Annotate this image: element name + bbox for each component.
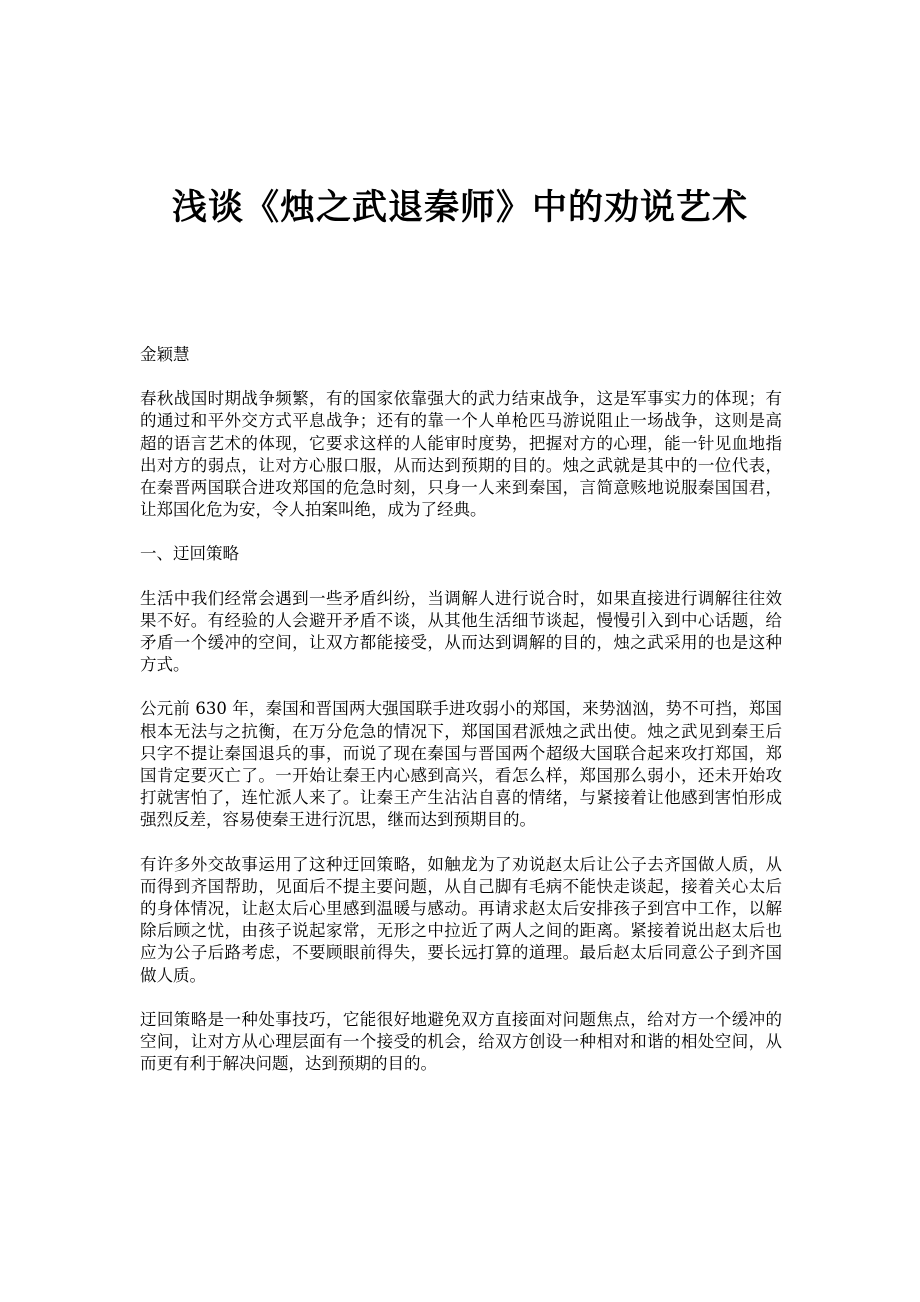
paragraph: 有许多外交故事运用了这种迂回策略，如触龙为了劝说赵太后让公子去齐国做人质，从而得到齐国帮助，见面后不提主要问题，从自己脚有毛病不能快走谈起，接着关心太后的身体情况，让赵太后心里感到温暖与感动。再请求赵太后安排孩子到宫中工作，以解除后顾之忧，由孩子说起家常，无形之中拉近了两人之间的距离。紧接着说出赵太后也应为公子后路考虑，不要顾眼前得失，要长远打算的道理。最后赵太后同意公子到齐国做人质。: [140, 854, 782, 985]
document-body: [140, 344, 782, 1097]
paragraph: 迂回策略是一种处事技巧，它能很好地避免双方直接面对问题焦点，给对方一个缓冲的空间，让对方从心理层面有一个接受的机会，给双方创设一种相对和谐的相处空间，从而更有利于解决问题，达到预期的目的。: [140, 1009, 782, 1074]
document-title: 浅谈《烛之武退秦师》中的劝说艺术: [171, 188, 748, 228]
paragraph: 公元前 630 年，秦国和晋国两大强国联手进攻弱小的郑国，来势汹汹，势不可挡，郑国根本无法与之抗衡，在万分危急的情况下，郑国国君派烛之武出使。烛之武见到秦王后只字不提让秦国退兵的事，而说了现在秦国与晋国两个超级大国联合起来攻打郑国，郑国肯定要灭亡了。一开始让秦王内心感到高兴，看怎么样，郑国那么弱小，还未开始攻打就害怕了，连忙派人来了。让秦王产生沾沾自喜的情绪，与紧接着让他感到害怕形成强烈反差，容易使秦王进行沉思，继而达到预期目的。: [140, 699, 782, 830]
section-heading: 一、迂回策略: [140, 544, 239, 564]
author-name: 金颖慧: [140, 345, 190, 364]
paragraph: 生活中我们经常会遇到一些矛盾纠纷，当调解人进行说合时，如果直接进行调解往往效果不好。有经验的人会避开矛盾不谈，从其他生活细节谈起，慢慢引入到中心话题，给矛盾一个缓冲的空间，让双方都能接受，从而达到调解的目的，烛之武采用的也是这种方式。: [140, 588, 782, 675]
paragraph-intro: 春秋战国时期战争频繁，有的国家依靠强大的武力结束战争，这是军事实力的体现；有的通过和平外交方式平息战争；还有的靠一个人单枪匹马游说阻止一场战争，这则是高超的语言艺术的体现，它要求这样的人能审时度势，把握对方的心理，能一针见血地指出对方的弱点，让对方心服口服，从而达到预期的目的。烛之武就是其中的一位代表，在秦晋两国联合进攻郑国的危急时刻，只身一人来到秦国，言简意赅地说服秦国国君，让郑国化危为安，令人拍案叫绝，成为了经典。: [140, 389, 782, 520]
